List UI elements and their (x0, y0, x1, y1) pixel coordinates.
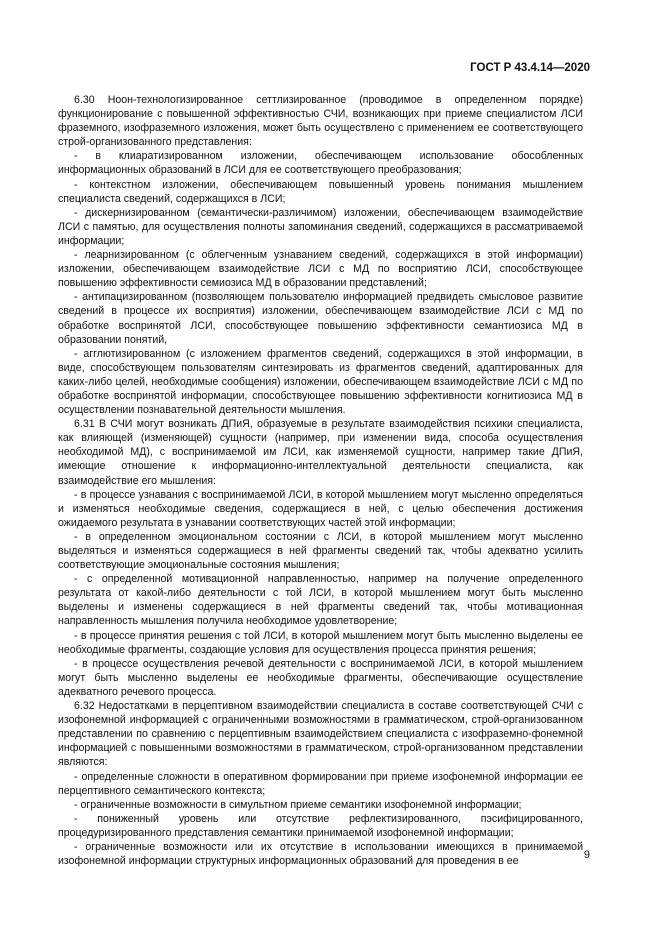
paragraph: - в определенном эмоциональном состоянии с ЛСИ, в которой мышлением могут мысленно выделяться и изменяться содержащиеся в ней фрагменты сведений так, чтобы адекватно усилить соответствующие эмоциональные состояния мышления; (58, 530, 583, 572)
paragraph: 6.30 Ноон-технологизированное сеттлизированное (проводимое в определенном порядке) функционирование с повышенной эффективностью СЧИ, возникающих при приеме специалистом ЛСИ фраземного, изофраземного изложения, может быть осуществлено с применением ее соответствующего строй-организованного представления: (58, 94, 583, 149)
document-body (58, 93, 583, 868)
paragraph: - в процессе осуществления речевой деятельности с воспринимаемой ЛСИ, в которой мышлением могут быть мысленно выделены ее необходимые фрагменты, обеспечивающие осуществление адекватного речевого процесса. (58, 657, 583, 698)
paragraph: - в процессе принятия решения с той ЛСИ, в которой мышлением могут быть мысленно выделены ее необходимые фрагменты, создающие условия для осуществления процесса принятия решения; (58, 629, 583, 656)
paragraph: - антипацизированном (позволяющем пользователю информацией предвидеть смысловое развитие сведений в процессе их восприятия) изложении, обеспечивающем взаимодействие ЛСИ с МД по обработке воспринятой ЛСИ, способствующее повышению эффективности семантиозиса МД в образовании понятий, (58, 291, 583, 346)
paragraph: - в процессе узнавания с воспринимаемой ЛСИ, в которой мышлением могут мысленно определяться и изменяться необходимые сведения, содержащиеся в ней, с целью обеспечения достижения ожидаемого результата в узнавании соответствующих частей этой информации; (58, 488, 583, 529)
page-number: 9 (583, 849, 590, 861)
paragraph: - ограниченные возможности в симультном приеме семантики изофонемной информации; (74, 798, 522, 811)
paragraph: 6.32 Недостатками в перцептивном взаимодействии специалиста в составе соответствующей СЧИ с изофонемной информацией с ограниченными возможностями в грамматическом, строй-организованном представлении по сравнению с перцептивным взаимодействием специалиста с изофраземно-фонемной информацией с повышенными возможностями в грамматическом, строй-организованном представлении являются: (58, 700, 583, 769)
paragraph: - леарнизированном (с облегченным узнаванием сведений, содержащихся в этой информации) изложении, обеспечивающем взаимодействие ЛСИ с МД по восприятию ЛСИ, способствующее повышению эффективности семиозиса МД в образовании представлений; (58, 249, 583, 290)
paragraph: - ограниченные возможности или их отсутствие в использовании имеющихся в принимаемой изофонемной информации структурных информационных образований для проведения в ее (58, 840, 583, 868)
paragraph: - с определенной мотивационной направленностью, например на получение определенного результата от какой-либо деятельности с той ЛСИ, в которой мышлением могут быть мысленно выделены и изменены содержащиеся в ней фрагменты сведений так, чтобы мотивационная направленность мышления получила необходимое удовлетворение; (58, 573, 583, 628)
paragraph: - определенные сложности в оперативном формировании при приеме изофонемной информации ее перцептивного семантического контекста; (58, 770, 583, 797)
paragraph: - в клиаратизированном изложении, обеспечивающем использование обособленных информационных образований в ЛСИ для ее соответствующего преобразования; (58, 150, 583, 177)
paragraph: - агглютизированном (с изложением фрагментов сведений, содержащихся в этой информации, в виде, способствующем пользователям синтезировать из фрагментов сведений, адаптированных для каких-либо целей, необходимые сообщения) изложении, обеспечивающем взаимодействие ЛСИ с МД по обработке воспринятой информации, способствующее повышению эффективности когнитиозиса МД в осуществлении познавательной деятельности мышления. (58, 347, 583, 417)
paragraph: 6.31 В СЧИ могут возникать ДПиЯ, образуемые в результате взаимодействия психики специалиста, как влияющей (изменяющей) сущности (например, при изменении вида, способа осуществления необходимой МД), с воспринимаемой им ЛСИ, как изменяемой сущности, например такие ДПиЯ, имеющие отношение к информационно-интеллектуальной деятельности специалиста, как взаимодействие его мышления: (58, 418, 583, 487)
paragraph: - пониженный уровень или отсутствие рефлектизированного, пэсифицированного, процедуризированного представления семантики принимаемой изофонемной информации; (58, 812, 583, 839)
document-header: ГОСТ Р 43.4.14—2020 (470, 62, 590, 74)
paragraph: - контекстном изложении, обеспечивающем повышенный уровень понимания мышлением специалиста сведений, содержащихся в ЛСИ; (58, 178, 583, 205)
paragraph: - дискернизированном (семантически-различимом) изложении, обеспечивающем взаимодействие ЛСИ с памятью, для осуществления полноты запоминания сведений, содержащихся в рассматриваемой информации; (58, 206, 583, 247)
